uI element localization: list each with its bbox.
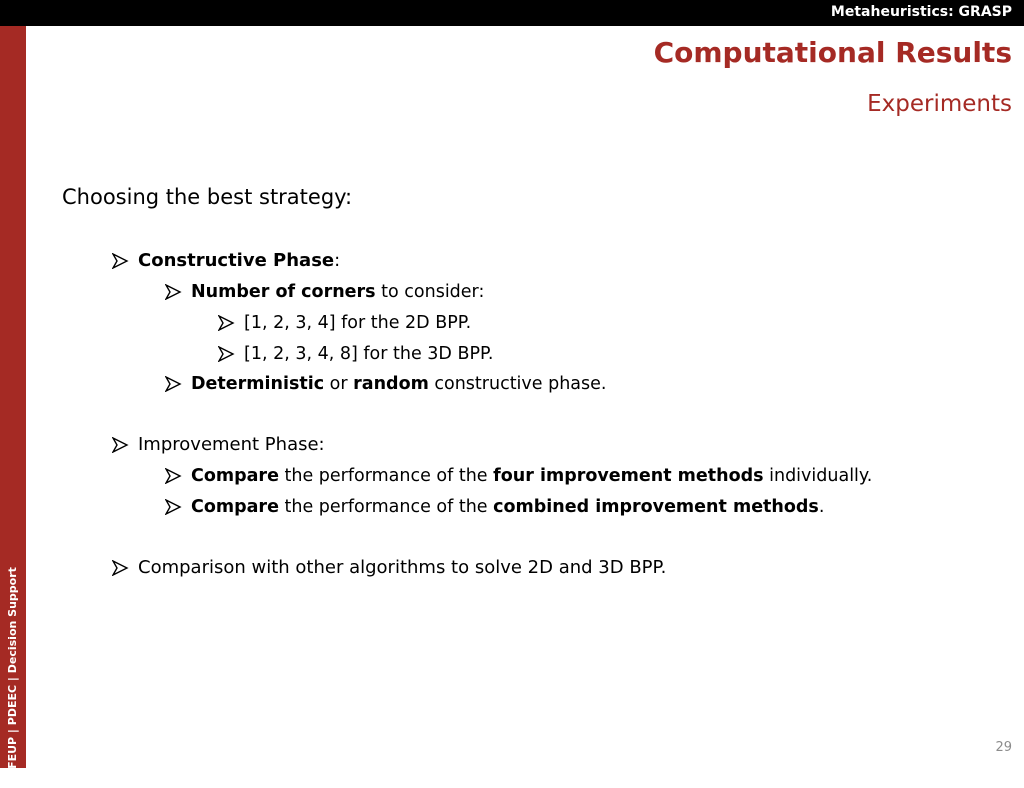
compare-bold: Compare bbox=[191, 497, 279, 517]
corners-3d-text: [1, 2, 3, 4, 8] for the 3D BPP. bbox=[244, 344, 494, 364]
arrow-bullet-icon bbox=[218, 315, 235, 331]
compare-combined-rest: . bbox=[818, 497, 825, 517]
arrow-bullet-icon bbox=[112, 437, 129, 453]
bullet-compare-combined bbox=[165, 495, 824, 519]
comparison-text: Comparison with other algorithms to solve 2D and 3D BPP. bbox=[138, 557, 667, 578]
combined-methods-bold: combined improvement methods bbox=[493, 497, 819, 517]
arrow-bullet-icon bbox=[112, 560, 129, 576]
number-of-corners-rest: to consider: bbox=[375, 282, 485, 302]
random-bold: random bbox=[353, 374, 429, 394]
sidebar-bar bbox=[0, 26, 26, 768]
bullet-compare-four bbox=[165, 464, 872, 488]
improvement-phase-label: Improvement Phase: bbox=[138, 434, 325, 455]
arrow-bullet-icon bbox=[112, 253, 129, 269]
slide-subtitle: Experiments bbox=[867, 91, 1012, 117]
arrow-bullet-icon bbox=[165, 468, 182, 484]
arrow-bullet-icon bbox=[165, 376, 182, 392]
corners-2d-text: [1, 2, 3, 4] for the 2D BPP. bbox=[244, 313, 472, 333]
bullet-improvement-phase bbox=[112, 433, 325, 457]
bullet-corners-3d bbox=[218, 342, 493, 366]
arrow-bullet-icon bbox=[165, 284, 182, 300]
bullet-deterministic-random bbox=[165, 372, 606, 396]
compare-mid: the performance of the bbox=[278, 466, 494, 486]
compare-four-rest: individually. bbox=[763, 466, 873, 486]
page-number: 29 bbox=[995, 740, 1012, 755]
deterministic-or: or bbox=[324, 374, 354, 394]
number-of-corners-bold: Number of corners bbox=[191, 282, 376, 302]
constructive-phase-colon: : bbox=[334, 250, 341, 271]
header-bar bbox=[0, 0, 1024, 26]
slide-title: Computational Results bbox=[653, 36, 1012, 69]
compare-bold: Compare bbox=[191, 466, 279, 486]
compare-mid: the performance of the bbox=[278, 497, 494, 517]
arrow-bullet-icon bbox=[165, 499, 182, 515]
deterministic-rest: constructive phase. bbox=[428, 374, 607, 394]
deterministic-bold: Deterministic bbox=[191, 374, 325, 394]
bullet-number-of-corners bbox=[165, 280, 484, 304]
presentation-title: Metaheuristics: GRASP bbox=[830, 4, 1012, 20]
bullet-constructive-phase bbox=[112, 249, 340, 273]
bullet-corners-2d bbox=[218, 311, 471, 335]
constructive-phase-label: Constructive Phase bbox=[138, 250, 335, 271]
intro-text: Choosing the best strategy: bbox=[62, 185, 353, 209]
bullet-comparison bbox=[112, 556, 666, 580]
arrow-bullet-icon bbox=[218, 346, 235, 362]
sidebar-text: FEUP | PDEEC | Decision Support bbox=[6, 567, 19, 769]
four-methods-bold: four improvement methods bbox=[493, 466, 764, 486]
